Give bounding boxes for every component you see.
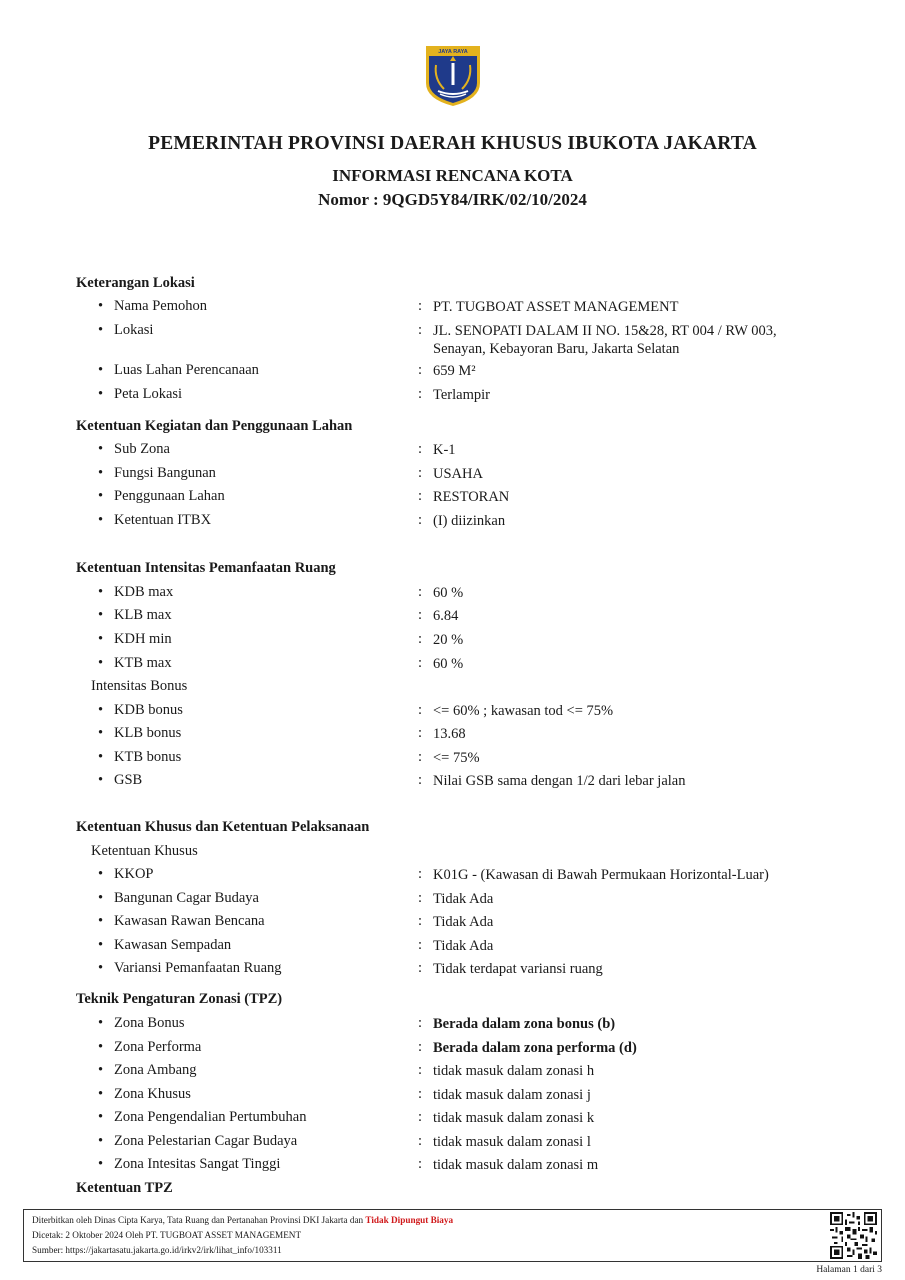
row-fungsi-bangunan (0, 465, 905, 485)
row-zona-performa (0, 1039, 905, 1059)
row-value: Tidak terdapat variansi ruang (433, 961, 603, 977)
section-heading-ketentuan-tpz: Ketentuan TPZ (76, 1180, 173, 1196)
row-value: Tidak Ada (433, 938, 494, 954)
colon: : (418, 937, 423, 953)
bullet: • (98, 725, 104, 741)
bullet: • (98, 866, 104, 882)
row-label: KLB bonus (114, 725, 182, 741)
section-heading-lokasi: Keterangan Lokasi (76, 275, 195, 291)
row-label: Kawasan Sempadan (114, 937, 232, 953)
row-ktb-max (0, 655, 905, 675)
row-label: Zona Pelestarian Cagar Budaya (114, 1133, 298, 1149)
footer-source-link[interactable]: Sumber: https://jakartasatu.jakarta.go.id/irkv2/irk/lihat_info/103311 (32, 1245, 282, 1255)
bullet: • (98, 584, 104, 600)
bullet: • (98, 488, 104, 504)
row-rawan-bencana (0, 913, 905, 933)
row-peta-lokasi (0, 386, 905, 406)
qr-code-icon (830, 1212, 877, 1259)
row-label: Zona Performa (114, 1039, 202, 1055)
row-value: (I) diizinkan (433, 513, 506, 529)
bullet: • (98, 913, 104, 929)
row-label: KKOP (114, 866, 154, 882)
row-value: 60 % (433, 585, 464, 601)
colon: : (418, 890, 423, 906)
row-label: Peta Lokasi (114, 386, 183, 402)
row-label: Variansi Pemanfaatan Ruang (114, 960, 282, 976)
row-value: K-1 (433, 442, 456, 458)
row-label: Fungsi Bangunan (114, 465, 216, 481)
document-type: INFORMASI RENCANA KOTA (332, 166, 573, 185)
row-value: <= 60% ; kawasan tod <= 75% (433, 703, 614, 719)
row-label: Luas Lahan Perencanaan (114, 362, 259, 378)
bullet: • (98, 937, 104, 953)
row-kdh-min (0, 631, 905, 651)
row-label: Sub Zona (114, 441, 170, 457)
colon: : (418, 362, 423, 378)
row-ketentuan-itbx (0, 512, 905, 532)
row-kkop (0, 866, 905, 886)
row-label: Lokasi (114, 322, 154, 338)
row-zona-bonus (0, 1015, 905, 1035)
bullet: • (98, 749, 104, 765)
bullet: • (98, 1086, 104, 1102)
row-penggunaan-lahan (0, 488, 905, 508)
row-label: Penggunaan Lahan (114, 488, 225, 504)
row-label: KLB max (114, 607, 172, 623)
colon: : (418, 631, 423, 647)
row-label: Zona Intesitas Sangat Tinggi (114, 1156, 281, 1172)
row-zona-ambang (0, 1062, 905, 1082)
colon: : (418, 1015, 423, 1031)
bullet: • (98, 607, 104, 623)
row-value: tidak masuk dalam zonasi k (433, 1110, 595, 1126)
row-value: Tidak Ada (433, 914, 494, 930)
row-value: Berada dalam zona bonus (b) (433, 1016, 616, 1032)
colon: : (418, 584, 423, 600)
colon: : (418, 1156, 423, 1172)
row-value: K01G - (Kawasan di Bawah Permukaan Horizontal-Luar) (433, 867, 769, 883)
row-value: Tidak Ada (433, 891, 494, 907)
row-variansi (0, 960, 905, 980)
footer-box (23, 1209, 882, 1262)
sub-heading-intensitas-bonus: Intensitas Bonus (91, 678, 188, 694)
colon: : (418, 465, 423, 481)
bullet: • (98, 1109, 104, 1125)
bullet: • (98, 1133, 104, 1149)
row-label: Nama Pemohon (114, 298, 208, 314)
row-kdb-max (0, 584, 905, 604)
bullet: • (98, 631, 104, 647)
bullet: • (98, 362, 104, 378)
row-value: 6.84 (433, 608, 459, 624)
colon: : (418, 512, 423, 528)
bullet: • (98, 772, 104, 788)
row-label: KDH min (114, 631, 172, 647)
row-value: Nilai GSB sama dengan 1/2 dari lebar jalan (433, 773, 686, 789)
row-value: tidak masuk dalam zonasi m (433, 1157, 599, 1173)
bullet: • (98, 298, 104, 314)
bullet: • (98, 655, 104, 671)
colon: : (418, 1039, 423, 1055)
row-value: 13.68 (433, 726, 466, 742)
bullet: • (98, 465, 104, 481)
colon: : (418, 772, 423, 788)
document-number: Nomor : 9QGD5Y84/IRK/02/10/2024 (318, 190, 587, 209)
row-zona-pengendalian (0, 1109, 905, 1129)
row-value: USAHA (433, 466, 483, 482)
row-kdb-bonus (0, 702, 905, 722)
row-value: PT. TUGBOAT ASSET MANAGEMENT (433, 299, 679, 315)
row-zona-pelestarian (0, 1133, 905, 1153)
footer-free-of-charge: Tidak Dipungut Biaya (365, 1215, 454, 1225)
footer-issuer-line (32, 1215, 453, 1225)
colon: : (418, 960, 423, 976)
row-value: 20 % (433, 632, 464, 648)
row-label: KDB max (114, 584, 174, 600)
row-luas-lahan (0, 362, 905, 382)
colon: : (418, 655, 423, 671)
row-value: tidak masuk dalam zonasi j (433, 1087, 591, 1103)
jakarta-coat-of-arms-icon (422, 43, 484, 107)
colon: : (418, 298, 423, 314)
bullet: • (98, 960, 104, 976)
bullet: • (98, 1062, 104, 1078)
colon: : (418, 1133, 423, 1149)
logo-text: JAYA RAYA (438, 49, 468, 55)
bullet: • (98, 386, 104, 402)
row-zona-khusus (0, 1086, 905, 1106)
colon: : (418, 1109, 423, 1125)
row-label: Zona Ambang (114, 1062, 197, 1078)
row-label: GSB (114, 772, 143, 788)
section-heading-tpz: Teknik Pengaturan Zonasi (TPZ) (76, 991, 283, 1007)
row-value: 659 M² (433, 363, 476, 379)
bullet: • (98, 512, 104, 528)
colon: : (418, 1086, 423, 1102)
section-heading-khusus: Ketentuan Khusus dan Ketentuan Pelaksanaan (76, 819, 370, 835)
row-label: Zona Pengendalian Pertumbuhan (114, 1109, 307, 1125)
colon: : (418, 702, 423, 718)
colon: : (418, 749, 423, 765)
row-label: Ketentuan ITBX (114, 512, 212, 528)
row-value: tidak masuk dalam zonasi l (433, 1134, 591, 1150)
bullet: • (98, 322, 104, 338)
footer-printed-line: Dicetak: 2 Oktober 2024 Oleh PT. TUGBOAT ASSET MANAGEMENT (32, 1230, 302, 1240)
section-heading-kegiatan: Ketentuan Kegiatan dan Penggunaan Lahan (76, 418, 353, 434)
row-value: JL. SENOPATI DALAM II NO. 15&28, RT 004 / RW 003, Senayan, Kebayoran Baru, Jakarta Selatan (433, 323, 777, 357)
row-klb-bonus (0, 725, 905, 745)
footer-issuer: Diterbitkan oleh Dinas Cipta Karya, Tata Ruang dan Pertanahan Provinsi DKI Jakarta dan (32, 1215, 364, 1225)
row-value: 60 % (433, 656, 464, 672)
row-sub-zona (0, 441, 905, 461)
row-value: <= 75% (433, 750, 480, 766)
row-gsb (0, 772, 905, 792)
row-label: Zona Khusus (114, 1086, 191, 1102)
row-cagar-budaya (0, 890, 905, 910)
row-sempadan (0, 937, 905, 957)
colon: : (418, 913, 423, 929)
row-label: KTB max (114, 655, 172, 671)
sub-heading-ketentuan-khusus: Ketentuan Khusus (91, 843, 198, 859)
colon: : (418, 607, 423, 623)
colon: : (418, 441, 423, 457)
row-label: Zona Bonus (114, 1015, 185, 1031)
colon: : (418, 866, 423, 882)
row-label: KDB bonus (114, 702, 183, 718)
bullet: • (98, 1015, 104, 1031)
row-value: RESTORAN (433, 489, 510, 505)
row-klb-max (0, 607, 905, 627)
row-value: Berada dalam zona performa (d) (433, 1040, 637, 1056)
bullet: • (98, 702, 104, 718)
row-lokasi (0, 322, 905, 357)
row-value: Terlampir (433, 387, 490, 403)
row-label: Kawasan Rawan Bencana (114, 913, 265, 929)
row-ktb-bonus (0, 749, 905, 769)
row-nama-pemohon (0, 298, 905, 318)
row-zona-intensitas (0, 1156, 905, 1176)
row-label: Bangunan Cagar Budaya (114, 890, 259, 906)
section-heading-intensitas: Ketentuan Intensitas Pemanfaatan Ruang (76, 560, 336, 576)
page-number: Halaman 1 dari 3 (816, 1265, 882, 1275)
row-value: tidak masuk dalam zonasi h (433, 1063, 595, 1079)
bullet: • (98, 441, 104, 457)
colon: : (418, 386, 423, 402)
colon: : (418, 725, 423, 741)
row-label: KTB bonus (114, 749, 182, 765)
bullet: • (98, 1039, 104, 1055)
colon: : (418, 488, 423, 504)
bullet: • (98, 890, 104, 906)
colon: : (418, 1062, 423, 1078)
page-title: PEMERINTAH PROVINSI DAERAH KHUSUS IBUKOTA JAKARTA (148, 133, 757, 154)
colon: : (418, 322, 423, 338)
bullet: • (98, 1156, 104, 1172)
